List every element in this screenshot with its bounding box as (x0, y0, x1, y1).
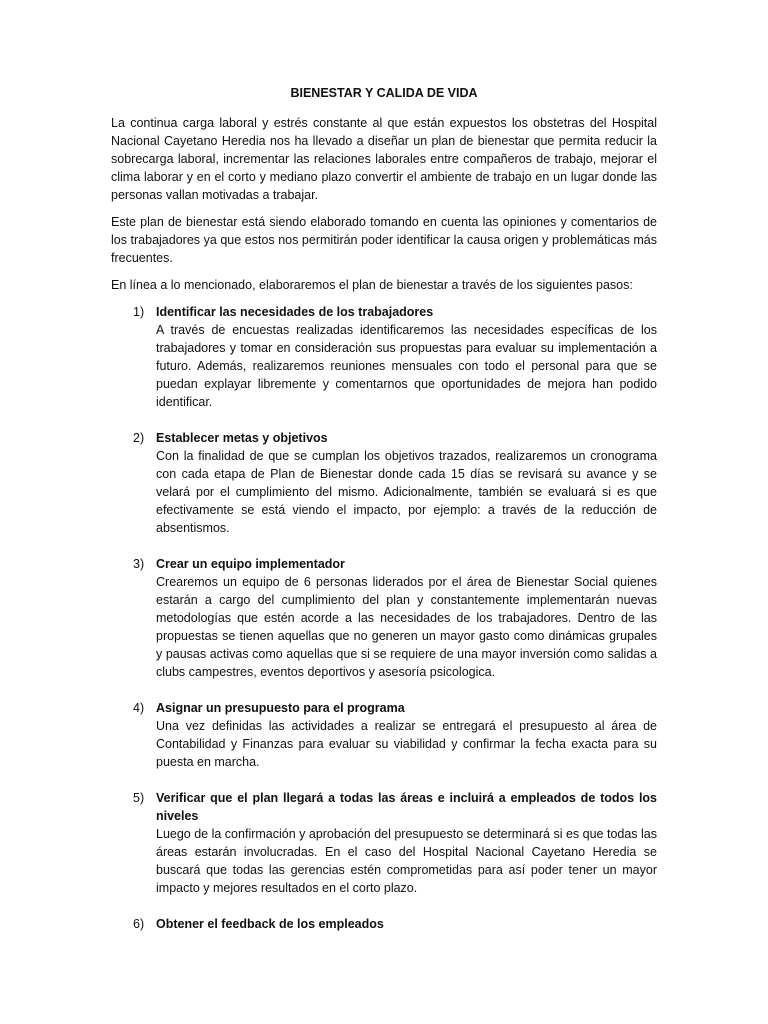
step-item (111, 429, 657, 537)
step-title: Crear un equipo implementador (156, 557, 345, 571)
document-title: BIENESTAR Y CALIDA DE VIDA (290, 86, 478, 100)
step-number: 4) (133, 701, 145, 715)
step-body: Luego de la confirmación y aprobación del presupuesto se determinará si es que todas las áreas estarán involucradas. En el caso del Hospital Nacional Cayetano Heredia se buscará que todas las gerencias estén comprometidas para así poder tener un mayor impacto y mejores resultados en el corto plazo. (156, 827, 658, 895)
step-title: Verificar que el plan llegará a todas las áreas e incluirá a empleados de todos los niveles (156, 791, 657, 823)
context-paragraph: Este plan de bienestar está siendo elaborado tomando en cuenta las opiniones y comentarios de los trabajadores ya que estos nos permitirán poder identificar la causa origen y problemáticas más frecuentes. (111, 215, 657, 265)
step-number: 3) (133, 557, 145, 571)
step-body: Con la finalidad de que se cumplan los objetivos trazados, realizaremos un cronograma con cada etapa de Plan de Bienestar donde cada 15 días se revisará su avance y se velará por el cumplimiento del mismo. Adicionalmente, también se evaluará si es que efectivamente se está viendo el impacto, por ejemplo: a través de la reducción de absentismos. (156, 449, 657, 535)
step-number: 2) (133, 431, 145, 445)
step-number: 5) (133, 791, 145, 805)
step-number: 6) (133, 917, 145, 931)
step-item (111, 303, 657, 411)
step-body: Crearemos un equipo de 6 personas liderados por el área de Bienestar Social quienes estarán a cargo del cumplimiento del plan y constantemente implementarán nuevas metodologías que estén acorde a las necesidades de los trabajadores. Dentro de las propuestas se tienen aquellas que no generen un mayor gasto como dinámicas grupales y pausas activas como aquellas que si se requiere de una mayor inversión como salidas a clubs campestres, eventos deportivos y asesoría psicologica. (156, 575, 657, 679)
step-item (111, 915, 657, 933)
step-title: Obtener el feedback de los empleados (156, 917, 384, 931)
step-item (111, 555, 657, 681)
steps-intro-paragraph: En línea a lo mencionado, elaboraremos el plan de bienestar a través de los siguientes pasos: (111, 278, 633, 292)
step-title: Identificar las necesidades de los trabajadores (156, 305, 434, 319)
step-item (111, 789, 657, 897)
step-title: Establecer metas y objetivos (156, 431, 328, 445)
step-item (111, 699, 657, 771)
step-title: Asignar un presupuesto para el programa (156, 701, 405, 715)
intro-paragraph: La continua carga laboral y estrés constante al que están expuestos los obstetras del Hospital Nacional Cayetano Heredia nos ha llevado a diseñar un plan de bienestar que permita reducir la sobrecarga laboral, incrementar las relaciones laborales entre compañeros de trabajo, mejorar el clima laborar y en el corto y mediano plazo convertir el ambiente de trabajo en un lugar donde las personas vallan motivadas a trabajar. (111, 116, 657, 202)
step-body: A través de encuestas realizadas identificaremos las necesidades específicas de los trabajadores y tomar en consideración sus propuestas para evaluar su implementación a futuro. Además, realizaremos reuniones mensuales con todo el personal para que se puedan explayar libremente y comentarnos que oportunidades de mejora han podido identificar. (156, 323, 657, 409)
step-number: 1) (133, 305, 145, 319)
step-body: Una vez definidas las actividades a realizar se entregará el presupuesto al área de Contabilidad y Finanzas para evaluar su viabilidad y confirmar la fecha exacta para su puesta en marcha. (156, 719, 657, 769)
steps-list (111, 303, 657, 933)
